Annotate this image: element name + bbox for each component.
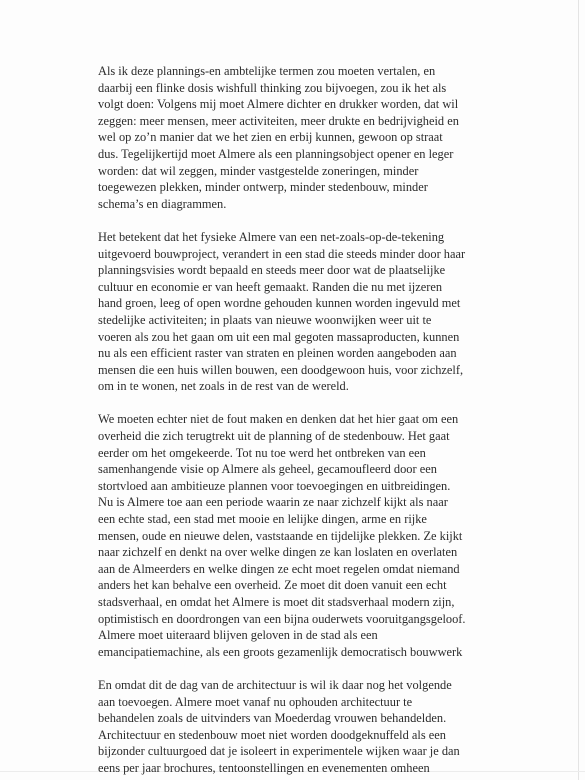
text-line: cultuur en economie er van heeft gemaakt. Randen die nu met ijzeren xyxy=(98,279,443,294)
text-line: Het betekent dat het fysieke Almere van een net-zoals-op-de-tekening xyxy=(98,229,445,244)
text-line: Architectuur en stedenbouw moet niet worden doodgeknuffeld als een xyxy=(98,727,446,742)
text-line: We moeten echter niet de fout maken en denken dat het hier gaat om een xyxy=(98,412,459,427)
text-line: Als ik deze plannings-en ambtelijke termen zou moeten vertalen, en xyxy=(98,64,436,78)
text-line: Nu is Almere toe aan een periode waarin ze naar zichzelf kijkt als naar xyxy=(98,495,448,510)
paragraph-4 xyxy=(98,677,518,777)
text-line: Almere moet uiteraard blijven geloven in de stad als een xyxy=(98,628,378,643)
text-line: toegewezen plekken, minder ontwerp, minder stedenbouw, minder xyxy=(98,180,428,195)
text-line: En omdat dit de dag van de architectuur is wil ik daar nog het volgende xyxy=(98,677,452,692)
text-line: nu als een efficient raster van straten en pleinen worden aangeboden aan xyxy=(98,346,457,361)
text-line: voeren als zou het gaan om uit een mal gegoten massaproducten, kunnen xyxy=(98,329,460,344)
text-line: behandelen zoals de uitvinders van Moederdag vrouwen behandelden. xyxy=(98,711,447,726)
text-line: optimistisch en doordrongen van een bijna ouderwets vooruitgangsgeloof. xyxy=(98,611,466,626)
text-line: worden: dat wil zeggen, minder vastgestelde zoneringen, minder xyxy=(98,163,419,178)
text-line: overheid die zich terugtrekt uit de planning of de stedenbouw. Het gaat xyxy=(98,429,450,444)
text-line: samenhangende visie op Almere als geheel, gecamoufleerd door een xyxy=(98,462,437,477)
text-line: daarbij een flinke dosis wishfull thinking zou bijvoegen, zou ik het als xyxy=(98,80,447,95)
paragraph-2 xyxy=(98,229,518,395)
text-line: uitgevoerd bouwproject, verandert in een stad die steeds minder door haar xyxy=(98,246,466,261)
text-line: stedelijke activiteiten; in plaats van nieuwe woonwijken weer uit te xyxy=(98,312,432,327)
text-line: bijzonder cultuurgoed dat je isoleert in experimentele wijken waar je dan xyxy=(98,744,460,759)
text-line: emancipatiemachine, als een groots gezamenlijk democratisch bouwwerk xyxy=(98,644,463,659)
text-line: mensen, oude en nieuwe delen, vaststaande en tijdelijke plekken. Ze kijkt xyxy=(98,528,463,543)
text-line: eerder om het omgekeerde. Tot nu toe werd het ontbreken van een xyxy=(98,445,426,460)
text-line: hand groen, leeg of open wordne gehouden kunnen worden ingevuld met xyxy=(98,296,461,311)
text-line: zeggen: meer mensen, meer activiteiten, meer drukte en bedrijvigheid en xyxy=(98,113,459,128)
text-line: wel op zo’n manier dat we het zien en erbij kunnen, gewoon op straat xyxy=(98,130,443,145)
paragraph-gap xyxy=(98,395,518,412)
text-line: om in te wonen, net zoals in de rest van de wereld. xyxy=(98,379,349,394)
text-line: stadsverhaal, en omdat het Almere is moet dit stadsverhaal modern zijn, xyxy=(98,595,455,609)
text-line: naar zichzelf en denkt na over welke dingen ze kan loslaten en overlaten xyxy=(98,545,458,560)
text-line: volgt doen: Volgens mij moet Almere dichter en drukker worden, dat wil xyxy=(98,97,459,112)
scan-edge-right xyxy=(578,0,579,780)
text-line: schema’s en diagrammen. xyxy=(98,196,227,211)
document-body xyxy=(98,63,518,777)
text-line: planningsvisies wordt bepaald en steeds meer door wat de plaatselijke xyxy=(98,263,446,278)
text-line: mensen die een huis willen bouwen, een doodgewoon huis, voor zichzelf, xyxy=(98,362,464,377)
text-line: eens per jaar brochures, tentoonstellingen en evenementen omheen xyxy=(98,760,430,775)
text-line: anders het kan behalve een overheid. Ze moet dit doen vanuit een echt xyxy=(98,578,447,593)
paragraph-gap xyxy=(98,212,518,229)
text-line: dus. Tegelijkertijd moet Almere als een planningsobject opener en leger xyxy=(98,146,454,161)
paragraph-3 xyxy=(98,411,518,660)
paragraph-gap xyxy=(98,660,518,677)
text-line: aan de Almeerders en welke dingen ze echt moet regelen omdat niemand xyxy=(98,561,460,576)
text-line: een echte stad, een stad met mooie en lelijke dingen, arme en rijke xyxy=(98,512,427,527)
paragraph-1 xyxy=(98,63,518,212)
text-line: aan toevoegen. Almere moet vanaf nu ophouden architectuur te xyxy=(98,694,413,709)
text-line: stortvloed aan ambitieuze plannen voor toevoegingen en uitbreidingen. xyxy=(98,478,451,493)
